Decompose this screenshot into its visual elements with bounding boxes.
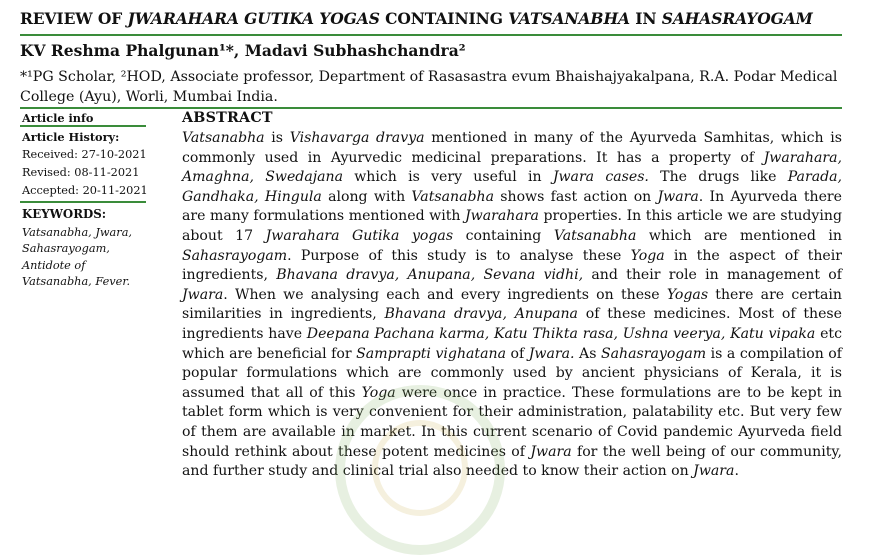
abstract-segment: Samprapti vighatana <box>356 345 506 362</box>
abstract-segment: Yoga <box>630 247 665 264</box>
abstract-segment: Yoga <box>361 384 396 401</box>
abstract-segment: . In Ayurveda there are many formulations mentioned with <box>182 188 842 225</box>
keywords-label: KEYWORDS: <box>22 207 107 221</box>
abstract-segment: Jwara <box>657 188 699 205</box>
received-date: Received: 27-10-2021 <box>22 148 147 161</box>
abstract-segment: Vatsanabha <box>553 227 637 244</box>
article-info-heading: Article info <box>22 111 94 125</box>
abstract-segment: Vishavarga dravya <box>289 130 425 146</box>
header-divider <box>20 107 842 109</box>
title-segment: SAHASRAYOGAM <box>661 9 813 28</box>
abstract-segment: Parada, Gandhaka, Hingula <box>182 169 842 205</box>
abstract-segment: Yogas <box>666 286 709 303</box>
abstract-segment: mentioned in many of the Ayurveda Samhitas, which is commonly used in Ayurvedic medicinal preparations. It has a property of <box>182 130 842 166</box>
abstract-segment: The drugs like <box>648 169 788 186</box>
abstract-segment: . Purpose of this study is to analyse these <box>287 247 631 264</box>
journal-seal-inner-ring <box>372 420 468 516</box>
abstract-segment: Jwara cases. <box>552 169 649 186</box>
abstract-segment: Sahasrayogam <box>600 345 707 362</box>
abstract-segment: along with <box>321 188 412 205</box>
abstract-segment: . <box>734 463 739 480</box>
abstract-segment: containing <box>453 227 554 244</box>
title-segment: JWARAHARA GUTIKA YOGAS <box>127 9 380 28</box>
abstract-segment: . When we analysing each and every ingredients on these <box>223 286 667 303</box>
abstract-segment: properties. In this article we are studying about 17 <box>182 208 842 244</box>
abstract-segment: which is very useful in <box>342 169 553 186</box>
keywords-list: Vatsanabha, Jwara, Sahasrayogam, Antidote of Vatsanabha, Fever. <box>22 226 133 288</box>
abstract-segment: etc which are beneficial for <box>182 325 842 362</box>
abstract-segment: Jwarahara Gutika yogas <box>265 227 454 244</box>
authors: KV Reshma Phalgunan¹*, Madavi Subhashchandra² <box>20 41 466 60</box>
abstract-segment: Jwara <box>693 463 735 480</box>
abstract-segment: Vatsanabha <box>182 130 265 146</box>
abstract-segment: As <box>574 345 601 362</box>
abstract-segment: Jwara. <box>528 345 575 362</box>
accepted-date: Accepted: 20-11-2021 <box>22 184 148 197</box>
abstract-segment: for the well being of our community, and further study and clinical trial also needed to know their action on <box>182 443 842 480</box>
abstract-segment: Jwarahara <box>465 208 539 225</box>
abstract-segment: is a compilation of popular formulations which are commonly used by ancient physicians of Kerala, it is assumed that all of this <box>182 345 842 401</box>
abstract-segment: Vatsanabha <box>411 188 494 205</box>
abstract-segment: is <box>264 130 290 146</box>
abstract-heading: ABSTRACT <box>182 110 273 126</box>
abstract-segment: of these medicines. Most of these ingredients have <box>182 306 842 342</box>
abstract-segment: Jwarahara, Amaghna, Swedajana <box>182 149 842 186</box>
history-divider <box>20 201 146 203</box>
abstract-segment: Jwara <box>182 286 224 303</box>
abstract-segment: shows fast action on <box>494 188 658 205</box>
abstract-body <box>182 129 842 482</box>
abstract-segment: Jwara <box>530 443 572 460</box>
title-segment: CONTAINING <box>379 9 509 28</box>
abstract-segment: were once in practice. These formulations are to be kept in tablet form which is very convenient for their administration, palatability etc. But very few of them are available in market. In this current scenario of Covid pandemic Ayurveda field should rethink about these potent medicines of <box>182 384 843 460</box>
article-history-label: Article History: <box>22 130 120 144</box>
paper-title <box>20 9 850 28</box>
abstract-section <box>182 110 842 482</box>
title-segment: IN <box>629 9 662 28</box>
abstract-segment: and their role in management of <box>583 267 842 284</box>
revised-date: Revised: 08-11-2021 <box>22 166 140 179</box>
abstract-segment: Bhavana dravya, Anupana, Sevana vidhi, <box>276 267 584 284</box>
title-divider <box>20 34 842 36</box>
abstract-segment: Sahasrayogam <box>182 247 288 264</box>
abstract-segment: which are mentioned in <box>636 227 842 244</box>
title-segment: VATSANABHA <box>508 9 630 28</box>
article-info-divider <box>20 125 146 127</box>
abstract-segment: Bhavana dravya, Anupana <box>384 306 578 323</box>
abstract-segment: Deepana Pachana karma, Katu Thikta rasa, Ushna veerya, Katu vipaka <box>306 325 816 342</box>
title-segment: REVIEW OF <box>20 9 128 28</box>
abstract-segment: of <box>505 345 529 362</box>
abstract-segment: there are certain similarities in ingredients, <box>182 286 842 323</box>
affiliation: *¹PG Scholar, ²HOD, Associate professor, Department of Rasasastra evum Bhaishajyakalpana, R.A. Podar Medical College (Ayu), Worli, Mumbai India. <box>20 69 838 105</box>
abstract-segment: in the aspect of their ingredients, <box>182 247 842 284</box>
